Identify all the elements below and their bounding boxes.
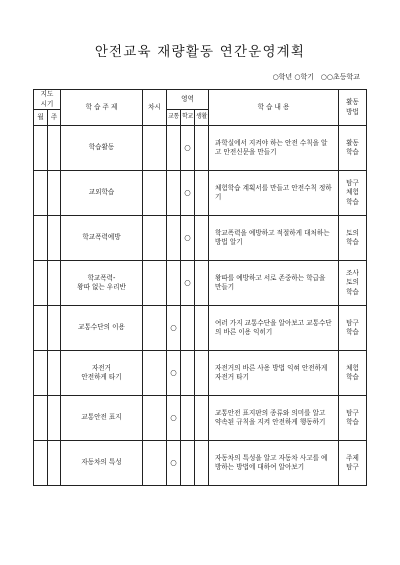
session-cell: [143, 126, 167, 171]
table-row: [34, 396, 367, 441]
month-header: 월: [34, 110, 48, 126]
traffic-mark: [167, 261, 181, 306]
school-info: ○학년 ○학기 ○○초등학교: [272, 73, 360, 81]
month-cell: [34, 216, 48, 261]
domain-traffic-header: 교통: [167, 110, 181, 126]
school-mark: [181, 351, 195, 396]
document-title: 안전교육 재량활동 연간운영계획: [94, 44, 306, 60]
table-row: [34, 441, 367, 486]
content-cell: 자전거의 바른 사용 방법 익혀 안전하게 자전거 타기: [209, 351, 339, 396]
month-cell: [34, 396, 48, 441]
table-row: [34, 171, 367, 216]
month-cell: [34, 126, 48, 171]
content-cell: 교통안전 표지판의 종류와 의미를 알고 약속된 규칙을 지켜 안전하게 행동하기: [209, 396, 339, 441]
month-cell: [34, 261, 48, 306]
session-cell: [143, 261, 167, 306]
school-mark: [181, 441, 195, 486]
table-row: [34, 351, 367, 396]
content-cell: 자동차의 특성을 알고 자동차 사고를 예방하는 방법에 대하여 알아보기: [209, 441, 339, 486]
session-cell: [143, 351, 167, 396]
content-cell: 체험학습 계획서를 만들고 안전수칙 정하기: [209, 171, 339, 216]
session-cell: [143, 216, 167, 261]
table-row: [34, 216, 367, 261]
topic-cell: 교통안전 표지: [61, 396, 143, 441]
month-cell: [34, 306, 48, 351]
week-header: 주: [48, 110, 61, 126]
method-cell: 토의 학습: [339, 216, 367, 261]
week-cell: [48, 216, 61, 261]
traffic-mark: ○: [167, 306, 181, 351]
traffic-mark: [167, 171, 181, 216]
table-row: [34, 126, 367, 171]
period-header: 지도 시기: [34, 90, 61, 110]
session-cell: [143, 171, 167, 216]
school-mark: [181, 306, 195, 351]
traffic-mark: [167, 126, 181, 171]
month-cell: [34, 171, 48, 216]
domain-school-header: 학교: [181, 110, 195, 126]
month-cell: [34, 441, 48, 486]
method-cell: 탐구 체험 학습: [339, 171, 367, 216]
topic-cell: 학습활동: [61, 126, 143, 171]
traffic-mark: ○: [167, 441, 181, 486]
school-mark: ○: [181, 216, 195, 261]
content-cell: 학교폭력을 예방하고 적절하게 대처하는 방법 알기: [209, 216, 339, 261]
life-mark: [195, 126, 209, 171]
week-cell: [48, 441, 61, 486]
traffic-mark: [167, 216, 181, 261]
method-cell: 탐구 학습: [339, 396, 367, 441]
week-cell: [48, 396, 61, 441]
week-cell: [48, 351, 61, 396]
method-cell: 체험 학습: [339, 351, 367, 396]
session-cell: [143, 441, 167, 486]
domain-header: 영역: [167, 90, 209, 110]
session-cell: [143, 306, 167, 351]
traffic-mark: ○: [167, 351, 181, 396]
school-mark: [181, 396, 195, 441]
method-cell: 탐구 학습: [339, 306, 367, 351]
topic-cell: 학교폭력- 왕따 없는 우리반: [61, 261, 143, 306]
session-header: 차시: [143, 90, 167, 126]
session-cell: [143, 396, 167, 441]
annual-plan-table: [33, 89, 367, 486]
content-cell: 여러 가지 교통수단을 알아보고 교통수단의 바른 이용 익히기: [209, 306, 339, 351]
method-cell: 주제 탐구: [339, 441, 367, 486]
week-cell: [48, 171, 61, 216]
topic-header: 학 습 주 제: [61, 90, 143, 126]
method-cell: 활동 학습: [339, 126, 367, 171]
school-mark: ○: [181, 171, 195, 216]
school-mark: ○: [181, 126, 195, 171]
topic-cell: 교통수단의 이용: [61, 306, 143, 351]
topic-cell: 교외학습: [61, 171, 143, 216]
domain-life-header: 생활: [195, 110, 209, 126]
life-mark: [195, 171, 209, 216]
content-cell: 왕따를 예방하고 서로 존중하는 학급을 만들기: [209, 261, 339, 306]
table-row: [34, 261, 367, 306]
life-mark: [195, 351, 209, 396]
method-header: 활동 방법: [339, 90, 367, 126]
table-row: [34, 306, 367, 351]
method-cell: 조사 토의 학습: [339, 261, 367, 306]
life-mark: [195, 216, 209, 261]
month-cell: [34, 351, 48, 396]
life-mark: [195, 441, 209, 486]
life-mark: [195, 261, 209, 306]
week-cell: [48, 306, 61, 351]
content-cell: 과학실에서 지켜야 하는 안전 수칙을 알고 안전신문을 만들기: [209, 126, 339, 171]
topic-cell: 자동차의 특성: [61, 441, 143, 486]
traffic-mark: ○: [167, 396, 181, 441]
topic-cell: 학교폭력예방: [61, 216, 143, 261]
life-mark: [195, 306, 209, 351]
school-mark: ○: [181, 261, 195, 306]
topic-cell: 자전거 안전하게 타기: [61, 351, 143, 396]
week-cell: [48, 126, 61, 171]
life-mark: [195, 396, 209, 441]
week-cell: [48, 261, 61, 306]
header-row-1: [34, 90, 367, 110]
content-header: 학 습 내 용: [209, 90, 339, 126]
